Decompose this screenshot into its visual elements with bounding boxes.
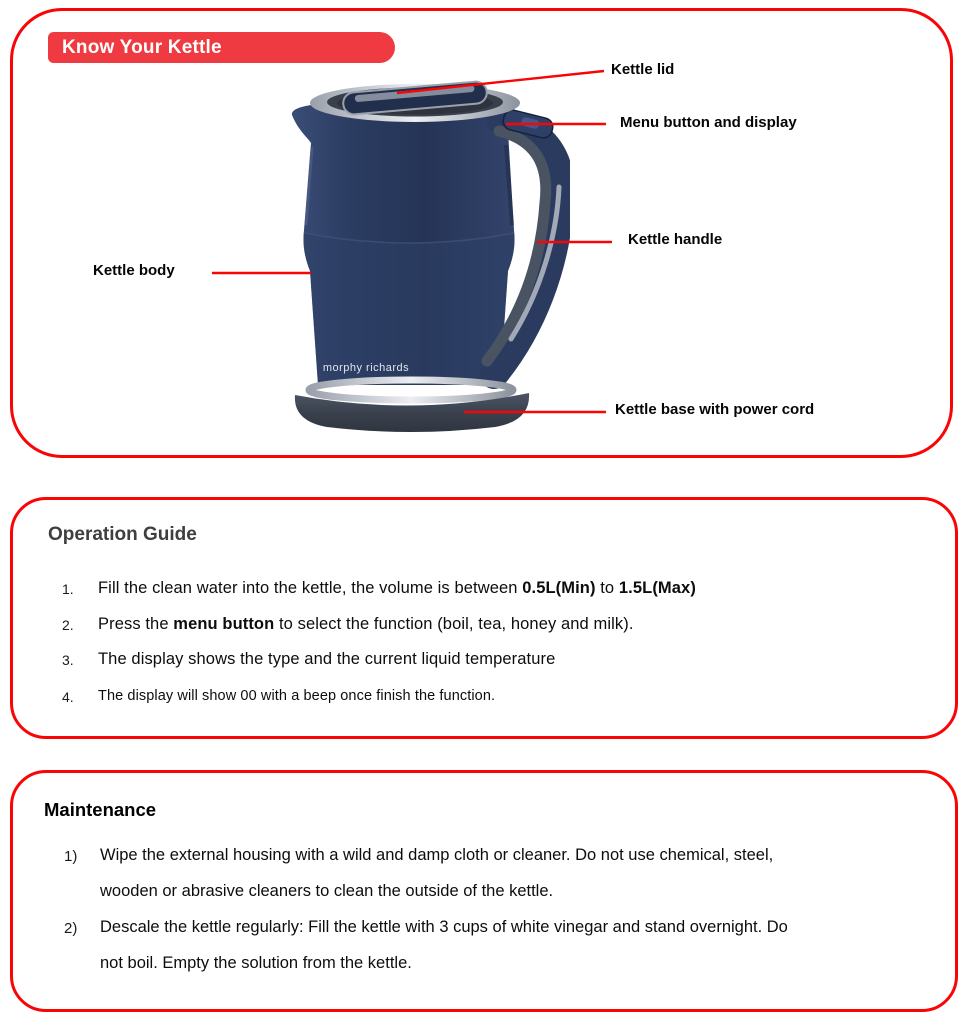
maintenance-item-2: [64, 909, 932, 981]
label-kettle-base: Kettle base with power cord: [615, 401, 815, 418]
brand-logo: morphy richards: [322, 362, 410, 374]
section-title: Know Your Kettle: [62, 36, 222, 58]
item-number: 1): [64, 848, 78, 865]
label-kettle-lid: Kettle lid: [611, 61, 675, 78]
maintenance-item-1: [64, 837, 932, 909]
operation-guide-title: Operation Guide: [48, 524, 197, 545]
kettle-chrome-ring: [309, 380, 513, 400]
item-number: 4.: [62, 689, 74, 705]
label-kettle-body: Kettle body: [93, 262, 175, 279]
label-menu-button-and-display: Menu button and display: [620, 114, 797, 131]
operation-item-3: [62, 650, 555, 669]
operation-item-2: [62, 615, 634, 634]
operation-guide-panel: [10, 497, 958, 739]
section-banner: [48, 32, 395, 63]
operation-item-4: [62, 687, 495, 705]
item-number: 2): [64, 920, 78, 937]
item-text: Press the menu button to select the function (boil, tea, honey and milk).: [98, 615, 634, 633]
item-text: Wipe the external housing with a wild and damp cloth or cleaner. Do not use chemical, steel, wooden or abrasive cleaners to clean the outside of the kettle.: [100, 846, 774, 900]
operation-item-1: [62, 579, 696, 598]
maintenance-title: Maintenance: [44, 799, 157, 820]
item-text: The display will show 00 with a beep once finish the function.: [98, 688, 496, 704]
item-text: Fill the clean water into the kettle, the volume is between 0.5L(Min) to 1.5L(Max): [98, 579, 696, 597]
maintenance-panel: [10, 770, 958, 1012]
item-number: 1.: [62, 581, 74, 597]
kettle-illustration: [265, 75, 570, 440]
item-number: 3.: [62, 652, 74, 668]
item-text: The display shows the type and the current liquid temperature: [98, 650, 556, 668]
item-number: 2.: [62, 617, 74, 633]
label-kettle-handle: Kettle handle: [628, 231, 723, 248]
item-text: Descale the kettle regularly: Fill the kettle with 3 cups of white vinegar and stand overnight. Do not boil. Empty the solution from the kettle.: [100, 918, 788, 972]
